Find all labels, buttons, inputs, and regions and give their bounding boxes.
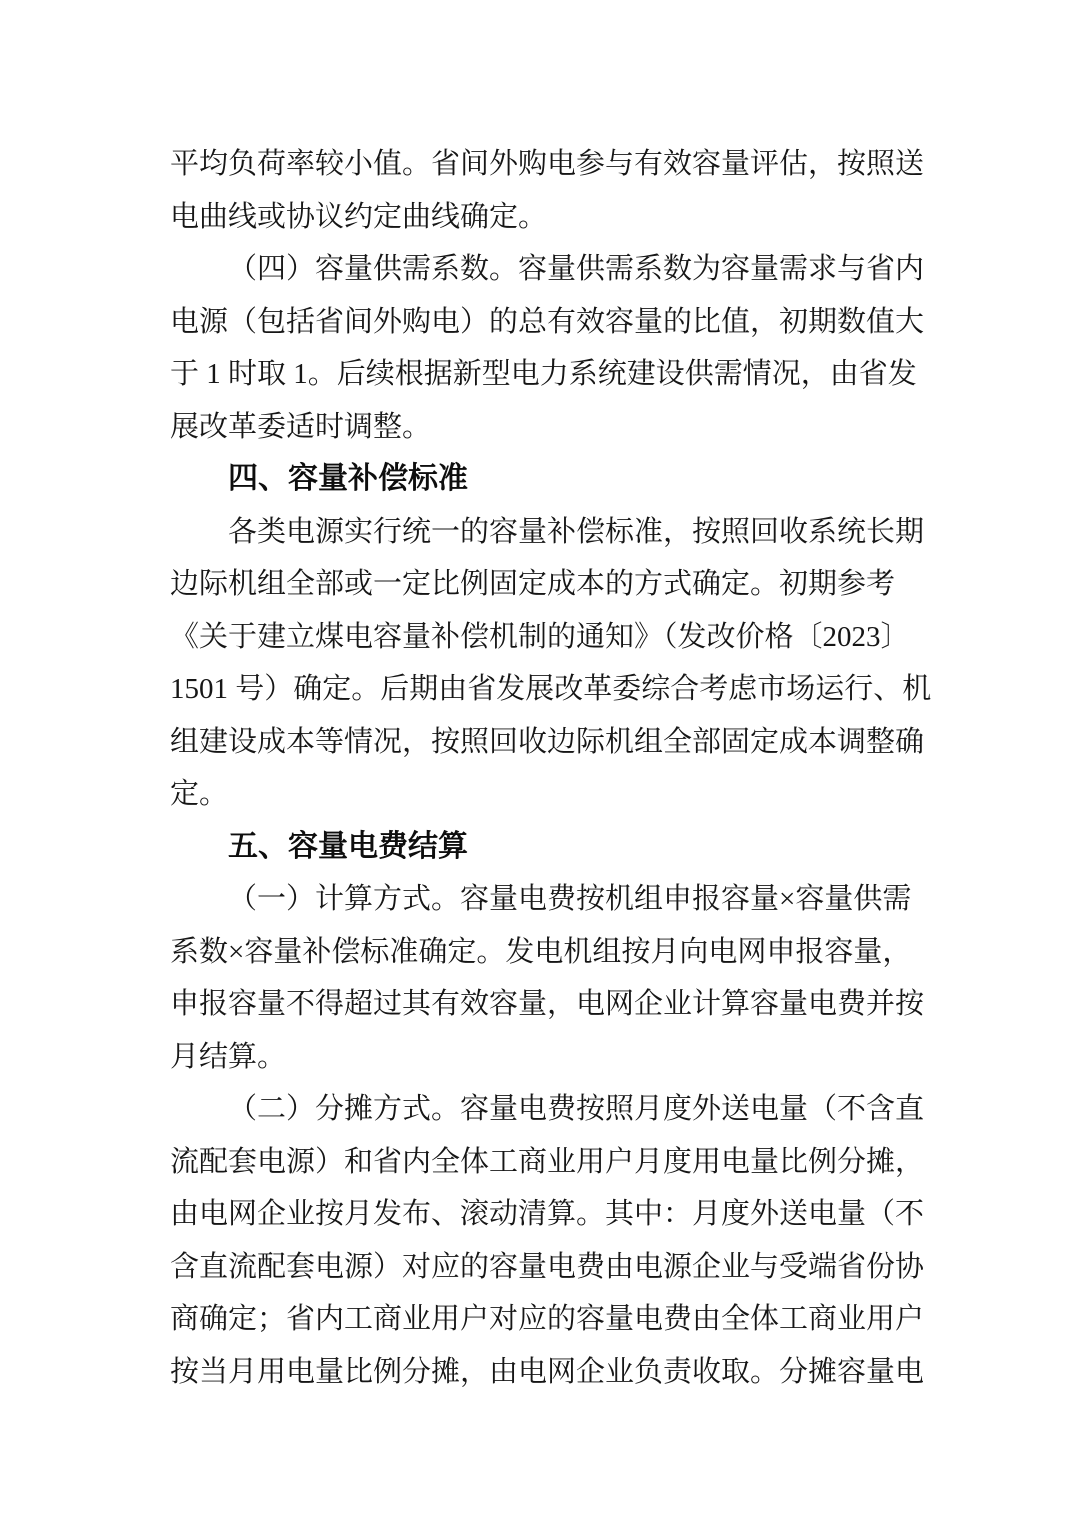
text-line: 于 1 时取 1。后续根据新型电力系统建设供需情况，由省发 bbox=[170, 358, 917, 390]
text-line: 展改革委适时调整。 bbox=[170, 410, 432, 443]
text-line: 商确定；省内工商业用户对应的容量电费由全体工商业用户 bbox=[170, 1303, 925, 1335]
text-line: 电源（包括省间外购电）的总有效容量的比值，初期数值大 bbox=[170, 305, 925, 338]
section-heading-4: 四、容量补偿标准 bbox=[228, 462, 468, 495]
section-heading-5: 五、容量电费结算 bbox=[228, 829, 468, 863]
text-line: 《关于建立煤电容量补偿机制的通知》（发改价格〔2023〕 bbox=[170, 620, 910, 653]
text-line: （一）计算方式。容量电费按机组申报容量×容量供需 bbox=[228, 883, 912, 915]
text-line: （二）分摊方式。容量电费按照月度外送电量（不含直 bbox=[228, 1093, 925, 1125]
document-body bbox=[170, 138, 940, 1398]
text-line: 流配套电源）和省内全体工商业用户月度用电量比例分摊， bbox=[170, 1145, 925, 1178]
text-line: 各类电源实行统一的容量补偿标准，按照回收系统长期 bbox=[228, 515, 925, 548]
text-line: 申报容量不得超过其有效容量，电网企业计算容量电费并按 bbox=[170, 988, 925, 1020]
text-line: 平均负荷率较小值。省间外购电参与有效容量评估，按照送 bbox=[170, 148, 925, 180]
text-line: （四）容量供需系数。容量供需系数为容量需求与省内 bbox=[228, 253, 925, 285]
text-line: 含直流配套电源）对应的容量电费由电源企业与受端省份协 bbox=[170, 1250, 925, 1283]
text-line: 组建设成本等情况，按照回收边际机组全部固定成本调整确 bbox=[170, 725, 925, 758]
text-line: 1501 号）确定。后期由省发展改革委综合考虑市场运行、机 bbox=[170, 673, 932, 705]
text-line: 定。 bbox=[170, 778, 229, 810]
text-line: 月结算。 bbox=[170, 1040, 287, 1073]
text-line: 按当月用电量比例分摊，由电网企业负责收取。分摊容量电 bbox=[170, 1355, 925, 1388]
text-line: 由电网企业按月发布、滚动清算。其中：月度外送电量（不 bbox=[170, 1198, 925, 1230]
text-line: 系数×容量补偿标准确定。发电机组按月向电网申报容量， bbox=[170, 935, 912, 968]
text-line: 电曲线或协议约定曲线确定。 bbox=[170, 200, 548, 233]
text-line: 边际机组全部或一定比例固定成本的方式确定。初期参考 bbox=[170, 568, 896, 600]
